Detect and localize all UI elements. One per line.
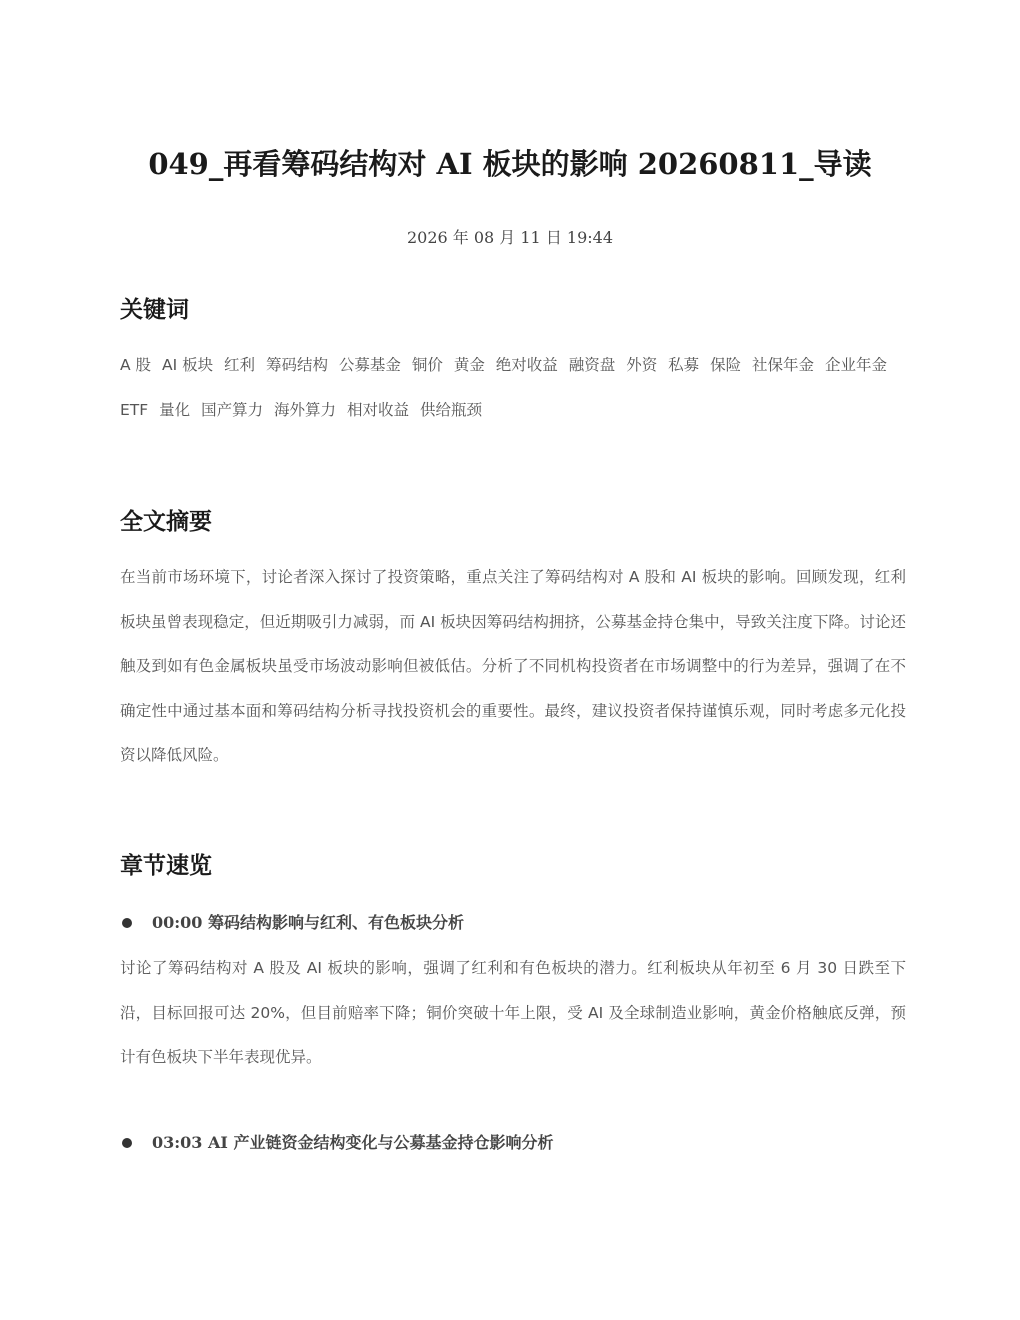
keyword-item: 筹码结构 [265, 356, 328, 374]
keyword-item: 相对收益 [346, 400, 409, 419]
document-date: 2026 年 08 月 11 日 19:44 [406, 228, 614, 247]
chapter-timestamp-title: 00:00 筹码结构影响与红利、有色板块分析 [152, 913, 465, 932]
chapter-timestamp-title: 03:03 AI 产业链资金结构变化与公募基金持仓影响分析 [152, 1133, 554, 1152]
keyword-item: 私募 [668, 356, 700, 374]
document-title: 049_再看筹码结构对 AI 板块的影响 20260811_导读 [148, 147, 872, 181]
keyword-item: 国产算力 [201, 400, 264, 419]
keyword-item: A 股 [120, 356, 152, 374]
bullet-icon [122, 1138, 132, 1148]
chapter-item-text: 讨论了筹码结构对 A 股及 AI 板块的影响，强调了红利和有色板块的潜力。红利板块从年初至 6 月 30 日跌至下沿，目标回报可达 20%，但目前赔率下降；铜价突破十年上限，受 AI 及全球制造业影响，黄金价格触底反弹，预计有色板块下半年表现优异。 [120, 959, 906, 1066]
keyword-item: 量化 [159, 400, 191, 419]
keywords-list [120, 343, 906, 432]
keyword-item: 企业年金 [825, 356, 888, 374]
chapter-item-title [120, 1131, 553, 1155]
bullet-icon [122, 918, 132, 928]
keyword-item: 融资盘 [568, 356, 616, 374]
keyword-item: 保险 [710, 356, 742, 374]
chapter-item-title [120, 911, 464, 935]
keyword-item: 铜价 [411, 356, 443, 374]
keyword-item: 黄金 [453, 356, 485, 374]
keyword-item: AI 板块 [161, 356, 214, 374]
keyword-item: 绝对收益 [495, 356, 558, 374]
keyword-item: 供给瓶颈 [419, 400, 482, 419]
summary-text: 在当前市场环境下，讨论者深入探讨了投资策略，重点关注了筹码结构对 A 股和 AI 板块的影响。回顾发现，红利板块虽曾表现稳定，但近期吸引力减弱，而 AI 板块因筹码结构拥挤，公募基金持仓集中，导致关注度下降。讨论还触及到如有色金属板块虽受市场波动影响但被低估。分析了不同机构投资者在市场调整中的行为差异，强调了在不确定性中通过基本面和筹码结构分析寻找投资机会的重要性。最终，建议投资者保持谨慎乐观，同时考虑多元化投资以降低风险。 [120, 568, 906, 764]
summary-heading: 全文摘要 [120, 509, 212, 535]
keyword-item: 红利 [224, 356, 256, 374]
keyword-item: 海外算力 [274, 400, 337, 419]
keyword-item: 社保年金 [752, 356, 815, 374]
chapters-heading: 章节速览 [120, 853, 212, 879]
keyword-item: 外资 [626, 356, 658, 374]
keywords-heading: 关键词 [120, 297, 189, 323]
keyword-item: ETF [120, 400, 149, 419]
keyword-item: 公募基金 [338, 356, 401, 374]
